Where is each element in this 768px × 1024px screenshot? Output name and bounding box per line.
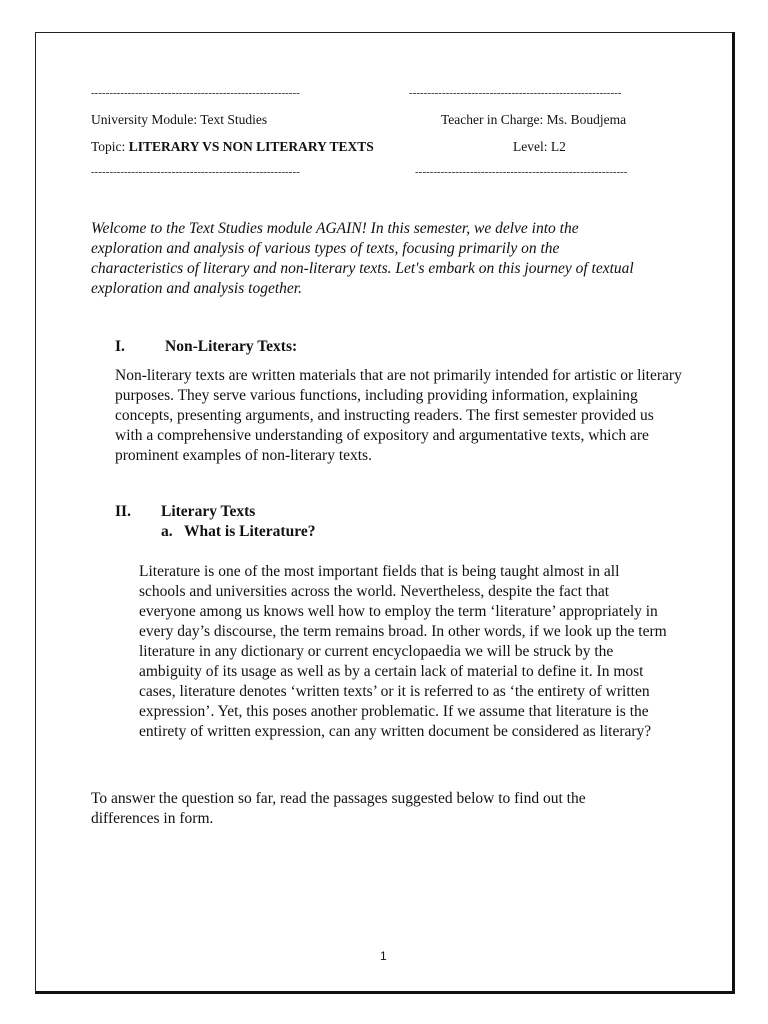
topic-line <box>91 139 374 155</box>
module-label: University Module: Text Studies <box>91 112 268 127</box>
section2-sub-title: What is Literature? <box>184 523 316 540</box>
intro-paragraph: Welcome to the Text Studies module AGAIN! In this semester, we delve into the exploration and analysis of various types of texts, focusing primarily on the characteristics of literary and non-literary texts. Let's embark on this journey of textual exploration and analysis together. <box>91 220 634 297</box>
closing-paragraph: To answer the question so far, read the passages suggested below to find out the differences in form. <box>91 790 586 827</box>
topic-prefix: Topic: <box>91 139 129 154</box>
header-divider-bottom-right: ---------------------------------------------------------- <box>415 166 628 178</box>
section2-title: Literary Texts <box>161 503 256 520</box>
section2-body: Literature is one of the most important fields that is being taught almost in all schools and universities across the world. Nevertheless, despite the fact that everyone among us knows well how to employ the term ‘literature’ appropriately in every day’s discourse, the term remains broad. In other words, if we look up the term literature in any dictionary or current encyclopaedia we will be struck by the ambiguity of its usage as well as by a certain lack of material to define it. In most cases, literature denotes ‘written texts’ or it is referred to as ‘the entirety of written expression’. Yet, this poses another problematic. If we assume that literature is the entirety of written expression, can any written document be considered as literary? <box>139 563 667 740</box>
page-number: 1 <box>380 949 387 963</box>
section2-sub-marker: a. <box>161 523 173 540</box>
teacher-label: Teacher in Charge: Ms. Boudjema <box>441 112 627 127</box>
section1-numeral: I. <box>115 338 125 355</box>
section1-body: Non-literary texts are written materials that are not primarily intended for artistic or literary purposes. They serve various functions, including providing information, explaining concepts, presenting arguments, and instructing readers. The first semester provided us with a comprehensive understanding of expository and argumentative texts, which are prominent examples of non-literary texts. <box>115 367 682 464</box>
section2-numeral: II. <box>115 503 131 520</box>
level-label: Level: L2 <box>513 139 566 154</box>
header-divider-top-right: ---------------------------------------------------------- <box>409 87 622 99</box>
topic-title: LITERARY VS NON LITERARY TEXTS <box>128 139 374 154</box>
header-divider-top-left: --------------------------------------------------------- <box>91 87 300 99</box>
section1-title: Non-Literary Texts: <box>165 338 298 355</box>
header-divider-bottom-left: --------------------------------------------------------- <box>91 166 300 178</box>
